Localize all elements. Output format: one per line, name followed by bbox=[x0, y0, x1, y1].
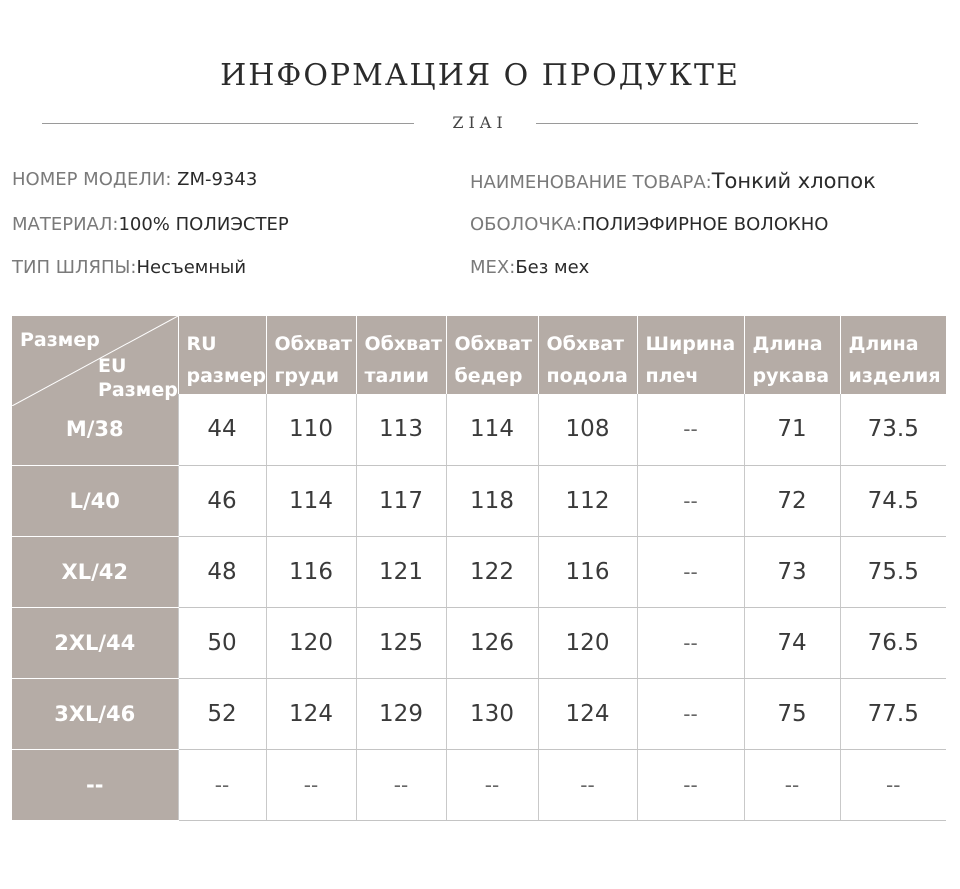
corner-bottom-label: EU Размер bbox=[98, 355, 178, 401]
table-cell: 120 bbox=[266, 607, 356, 678]
row-size-label: XL/42 bbox=[12, 536, 178, 607]
table-cell: -- bbox=[840, 749, 946, 820]
hat-type bbox=[12, 257, 246, 278]
table-cell: 71 bbox=[744, 394, 840, 465]
table-cell: 50 bbox=[178, 607, 266, 678]
table-cell: -- bbox=[637, 607, 744, 678]
corner-top-label: Размер bbox=[20, 329, 100, 351]
column-header: Обхват бедер bbox=[446, 316, 538, 394]
table-cell: 77.5 bbox=[840, 678, 946, 749]
column-header: RU размер bbox=[178, 316, 266, 394]
table-cell: 74 bbox=[744, 607, 840, 678]
row-size-label: M/38 bbox=[12, 394, 178, 465]
table-cell: 126 bbox=[446, 607, 538, 678]
table-cell: 76.5 bbox=[840, 607, 946, 678]
table-cell: 75.5 bbox=[840, 536, 946, 607]
brand-name: ZIAI bbox=[452, 113, 508, 132]
model-number bbox=[12, 169, 257, 190]
hat-type-value: Несъемный bbox=[136, 257, 247, 278]
table-cell: 122 bbox=[446, 536, 538, 607]
shell-value: ПОЛИЭФИРНОЕ ВОЛОКНО bbox=[581, 214, 829, 235]
fur-value: Без мех bbox=[515, 257, 590, 278]
material-value: 100% ПОЛИЭСТЕР bbox=[118, 214, 289, 235]
table-cell: 75 bbox=[744, 678, 840, 749]
column-header: Ширина плеч bbox=[637, 316, 744, 394]
table-cell: 110 bbox=[266, 394, 356, 465]
row-size-label: 2XL/44 bbox=[12, 607, 178, 678]
table-cell: 130 bbox=[446, 678, 538, 749]
table-cell: 124 bbox=[266, 678, 356, 749]
table-cell: 74.5 bbox=[840, 465, 946, 536]
table-cell: 120 bbox=[538, 607, 637, 678]
table-row bbox=[12, 678, 946, 749]
model-label: НОМЕР МОДЕЛИ: bbox=[12, 169, 172, 190]
product-name bbox=[470, 169, 876, 193]
column-header: Обхват груди bbox=[266, 316, 356, 394]
table-cell: 73.5 bbox=[840, 394, 946, 465]
hat-type-label: ТИП ШЛЯПЫ: bbox=[12, 257, 137, 278]
fur bbox=[470, 257, 589, 278]
table-row bbox=[12, 536, 946, 607]
table-cell: -- bbox=[637, 678, 744, 749]
column-header: Обхват талии bbox=[356, 316, 446, 394]
table-cell: 48 bbox=[178, 536, 266, 607]
table-cell: 52 bbox=[178, 678, 266, 749]
corner-header bbox=[12, 316, 178, 401]
row-size-label: 3XL/46 bbox=[12, 678, 178, 749]
divider-right bbox=[536, 123, 918, 124]
column-header: Длина рукава bbox=[744, 316, 840, 394]
table-row bbox=[12, 607, 946, 678]
table-cell: 121 bbox=[356, 536, 446, 607]
table-cell: -- bbox=[446, 749, 538, 820]
page-title: ИНФОРМАЦИЯ О ПРОДУКТЕ bbox=[220, 58, 740, 93]
table-cell: 116 bbox=[538, 536, 637, 607]
table-cell: 124 bbox=[538, 678, 637, 749]
table-row bbox=[12, 749, 946, 820]
material-label: МАТЕРИАЛ: bbox=[12, 214, 119, 235]
table-cell: -- bbox=[637, 749, 744, 820]
table-cell: -- bbox=[356, 749, 446, 820]
row-size-label: L/40 bbox=[12, 465, 178, 536]
table-cell: 114 bbox=[446, 394, 538, 465]
table-cell: -- bbox=[538, 749, 637, 820]
model-value: ZM-9343 bbox=[177, 169, 258, 190]
product-name-label: НАИМЕНОВАНИЕ ТОВАРА: bbox=[470, 172, 712, 193]
table-cell: 125 bbox=[356, 607, 446, 678]
table-cell: 44 bbox=[178, 394, 266, 465]
material bbox=[12, 214, 289, 235]
table-cell: 114 bbox=[266, 465, 356, 536]
row-size-label: -- bbox=[12, 749, 178, 820]
table-cell: -- bbox=[744, 749, 840, 820]
table-cell: -- bbox=[637, 536, 744, 607]
table-cell: 118 bbox=[446, 465, 538, 536]
table-cell: -- bbox=[637, 394, 744, 465]
shell-label: ОБОЛОЧКА: bbox=[470, 214, 582, 235]
fur-label: МЕХ: bbox=[470, 257, 516, 278]
table-cell: 113 bbox=[356, 394, 446, 465]
table-cell: -- bbox=[266, 749, 356, 820]
table-cell: -- bbox=[637, 465, 744, 536]
table-cell: 73 bbox=[744, 536, 840, 607]
table-cell: 116 bbox=[266, 536, 356, 607]
shell bbox=[470, 214, 828, 235]
table-cell: 129 bbox=[356, 678, 446, 749]
size-table bbox=[12, 316, 947, 821]
column-header: Обхват подола bbox=[538, 316, 637, 394]
column-header: Длина изделия bbox=[840, 316, 946, 394]
table-cell: 117 bbox=[356, 465, 446, 536]
table-header-row bbox=[12, 316, 946, 394]
table-cell: -- bbox=[178, 749, 266, 820]
table-cell: 108 bbox=[538, 394, 637, 465]
product-name-value: Тонкий хлопок bbox=[711, 169, 876, 193]
table-cell: 112 bbox=[538, 465, 637, 536]
table-cell: 72 bbox=[744, 465, 840, 536]
table-cell: 46 bbox=[178, 465, 266, 536]
table-row bbox=[12, 465, 946, 536]
